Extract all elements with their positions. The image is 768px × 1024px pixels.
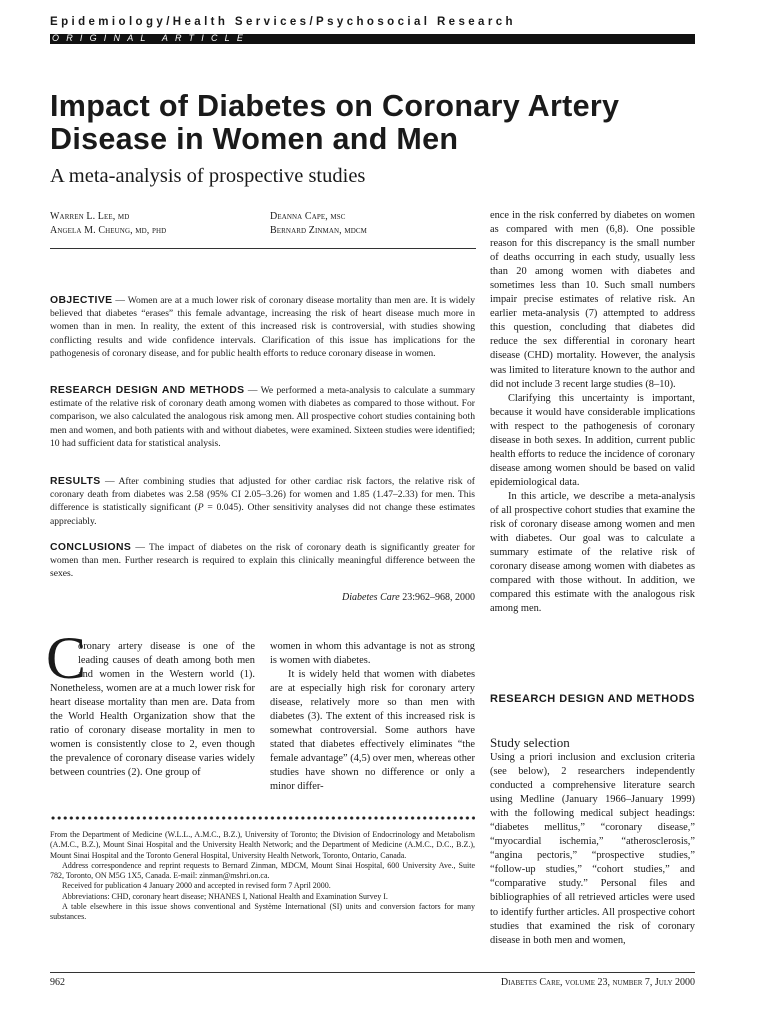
section-header: Epidemiology/Health Services/Psychosocial Research <box>50 16 516 28</box>
body-paragraph: Using a priori inclusion and exclusion criteria (see below), 2 researchers independently conducted a comprehensive literature search using Medline (January 1966–January 1999) with the following medical subject headings: “diabetes mellitus,” “coronary disease,” “myocardial ischemia,” “atherosclerosis,” “angina pectoris,” “prospective studies,” “follow-up studies,” “cohort studies,” and “comparative study.” Personal files and bibliographies of all retrieved articles were used to identify further articles. All prospective cohort studies that examined the risk of coronary disease in both men and women, <box>490 752 695 946</box>
abstract-conclusions: CONCLUSIONS — The impact of diabetes on the risk of coronary death is significantly greater for women than men. Further research is required to explain this clinically meaningful difference between the sexes. <box>50 542 475 580</box>
body-column-2 <box>270 640 475 795</box>
abstract-text: Women are at a much lower risk of coronary disease mortality than men are. It is widely believed that diabetes “erases” this female advantage, increasing the risk of heart disease much more in women than in men. In reality, the extent of this increased risk is controversial, with studies showing conflicting results and wide confidence intervals. Clarification of this issue has implications for the pathogenesis of coronary disease, and for public health efforts to reduce coronary disease in women. <box>50 295 475 359</box>
abstract-heading: RESEARCH DESIGN AND METHODS <box>50 385 245 396</box>
footnote-correspondence: Address correspondence and reprint requests to Bernard Zinman, MDCM, Mount Sinai Hospital, 600 University Ave., Suite 782, Toronto, ON M5G 1X5, Canada. E-mail: zinman@mshri.on.ca. <box>50 860 475 881</box>
article-subtitle: A meta-analysis of prospective studies <box>50 165 366 187</box>
abstract-heading: OBJECTIVE <box>50 295 113 306</box>
body-column-3 <box>490 209 695 616</box>
body-column-1 <box>50 640 255 780</box>
author-name: Bernard Zinman, mdcm <box>270 225 367 236</box>
citation-journal: Diabetes Care <box>342 592 400 603</box>
abstract-results: RESULTS — After combining studies that adjusted for other cardiac risk factors, the relative risk of coronary death from diabetes was 2.58 (95% CI 2.05–3.26) for women and 1.85 (1.47–2.33) for men. This difference is statistically significant (P = 0.045). Other sensitivity analyses did not change these estimates appreciably. <box>50 476 475 527</box>
drop-cap: C <box>46 625 87 691</box>
citation-details: 23:962–968, 2000 <box>399 592 475 603</box>
abstract-heading: CONCLUSIONS <box>50 542 132 553</box>
section-heading: RESEARCH DESIGN AND METHODS <box>490 693 695 705</box>
author-name: Warren L. Lee, md <box>50 211 130 222</box>
footnote-divider <box>50 816 475 820</box>
abstract-design: RESEARCH DESIGN AND METHODS — We performed a meta-analysis to calculate a summary estimate of the relative risk of coronary death among women with diabetes as compared to those without. For comparison, we also calculated the analogous risk among men. All prospective cohort studies containing both men and women, and both patients with and without diabetes, were examined. Sixteen studies were identified; 10 had sufficient data for statistical analysis. <box>50 385 476 449</box>
abstract-text: = 0.045). Other sensitivity analyses did not change these estimates appreciably. <box>50 502 475 527</box>
footnotes <box>50 830 475 923</box>
abstract-text: The impact of diabetes on the risk of coronary death is significantly greater for women than men. Further research is required to explain this clinically meaningful difference between the sexes. <box>50 542 475 580</box>
body-paragraph: Clarifying this uncertainty is important, because it would have considerable implications with respect to the pathogenesis of coronary disease in both sexes. In addition, current public health efforts to reduce the incidence of coronary disease among women should be based on valid epidemiological data. <box>490 392 695 488</box>
abstract-text: After combining studies that adjusted for other cardiac risk factors, the relative risk of coronary death from diabetes was 2.58 (95% CI 2.05–3.26) for women and 1.85 (1.47–2.33) for men. This difference is statistically significant ( <box>50 476 475 514</box>
p-value-symbol: P <box>197 502 204 514</box>
body-paragraph: It is widely held that women with diabetes are at especially high risk for coronary artery disease, relatively more so than men with diabetes (3). The extent of this increased risk is somewhat controversial. Some authors have stated that diabetes effectively eliminates “the female advantage” (4,5) over men, whereas other studies have shown no difference or only a minor differ- <box>270 669 475 793</box>
footnote-affiliation: From the Department of Medicine (W.L.L., A.M.C., B.Z.), University of Toronto; the Division of Endocrinology and Metabolism (A.M.C., B.Z.), Mount Sinai Hospital and the University Health Network; and the Department of Medicine (A.M.C., D.C., B.Z.), Mount Sinai Hospital and the Toronto General Hospital, University Health Network, Toronto, Ontario, Canada. <box>50 830 475 860</box>
title-line-1: Impact of Diabetes on Coronary Artery <box>50 89 620 123</box>
page-number: 962 <box>50 977 65 988</box>
title-line-2: Disease in Women and Men <box>50 122 459 156</box>
body-paragraph: oronary artery disease is one of the leading causes of death among both men and women in the Western world (1). Nonetheless, women are at a much lower risk for heart disease mortality than men are. Data from the World Health Organization show that the ratio of coronary disease mortality in men to women is consistently close to 2, even though the prevalence of coronary disease varies widely between countries (2). One group of <box>50 641 255 779</box>
journal-info: Diabetes Care, volume 23, number 7, July 2000 <box>500 977 695 988</box>
abstract-heading: RESULTS <box>50 476 101 487</box>
footnote-received: Received for publication 4 January 2000 and accepted in revised form 7 April 2000. <box>62 881 331 891</box>
body-column-3-continued <box>490 751 695 948</box>
citation <box>50 592 475 603</box>
author-divider <box>50 248 476 249</box>
author-name: Deanna Cape, msc <box>270 211 346 222</box>
article-type-label: ORIGINAL ARTICLE <box>52 33 251 43</box>
body-paragraph: ence in the risk conferred by diabetes on women as compared with men (6,8). One possible reason for this discrepancy is the small number of deaths occurring in each study, usually less than 20 among women with diabetes and sometimes less than 10. Such small numbers impair precise estimates of relative risk. An earlier meta-analysis (7) attempted to address this question, concluding that diabetes did reduce the sex differential in coronary heart disease (CHD) mortality. However, the analysis was limited to literature known to the author and did not include 3 recent large studies (8–10). <box>490 210 695 390</box>
body-paragraph: women in whom this advantage is not as strong is women with diabetes. <box>270 641 475 667</box>
subsection-heading: Study selection <box>490 735 570 750</box>
body-paragraph: In this article, we describe a meta-analysis of all prospective cohort studies that examine the risk of coronary disease among women and men with diabetes. Our goal was to calculate a summary estimate of the relative risk of coronary disease among women with diabetes as compared with those without. In addition, we compared this estimate with the analogous risk among men. <box>490 490 695 615</box>
abstract-objective: OBJECTIVE — Women are at a much lower risk of coronary disease mortality than men are. It is widely believed that diabetes “erases” this female advantage, increasing the risk of heart disease much more in women than in men. In reality, the extent of this increased risk is controversial, with studies showing conflicting results and wide confidence intervals. Clarification of this issue has implications for the pathogenesis of coronary disease, and for public health efforts to reduce coronary disease in women. <box>50 295 475 359</box>
footer-divider <box>50 972 695 973</box>
article-type-bar <box>50 34 695 44</box>
footnote-table-note: A table elsewhere in this issue shows conventional and Système International (SI) units and conversion factors for many substances. <box>50 902 475 922</box>
abstract-text: We performed a meta-analysis to calculate a summary estimate of the relative risk of coronary death among women with diabetes as compared to those without. For comparison, we also calculated the analogous risk among men. All prospective cohort studies containing both men and women, and both patients with and without diabetes, were examined. Sixteen studies were identified; 10 had sufficient data for statistical analysis. <box>50 385 476 449</box>
footnote-abbreviations: Abbreviations: CHD, coronary heart disease; NHANES I, National Health and Examination Survey I. <box>62 891 388 901</box>
author-name: Angela M. Cheung, md, phd <box>50 225 167 236</box>
article-title <box>50 90 710 156</box>
